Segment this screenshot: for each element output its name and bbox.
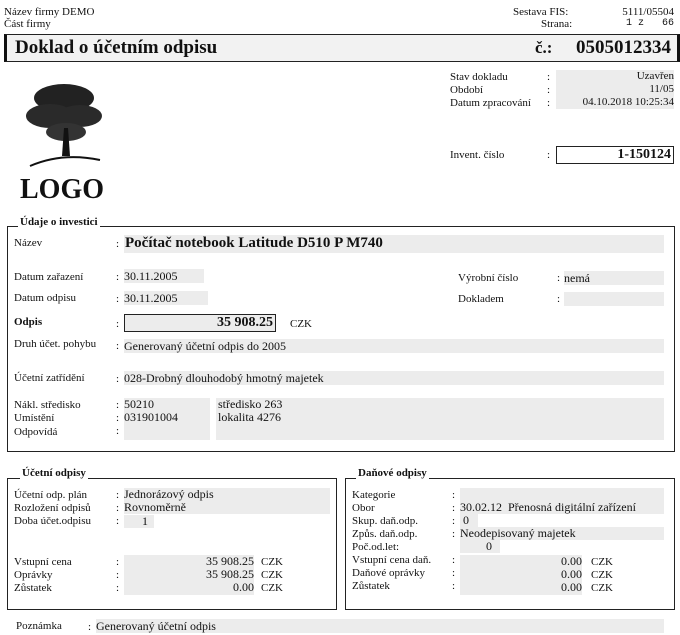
residual-value: 0.00 xyxy=(233,580,254,594)
tax-input-price-label: Vstupní cena daň. xyxy=(352,554,432,566)
location-label: Umístění xyxy=(14,412,55,424)
report-value: 5111/05504 xyxy=(622,6,674,18)
processed-value: 04.10.2018 10:25:34 xyxy=(556,96,674,109)
currency: CZK xyxy=(261,569,283,581)
investment-name: Počítač notebook Latitude D510 P M740 xyxy=(125,235,383,251)
distribution-value: Rovnoměrně xyxy=(124,500,186,514)
responsible-label: Odpovídá xyxy=(14,426,58,438)
movement-label: Druh účet. pohybu xyxy=(14,338,97,350)
classification-value: 028-Drobný dlouhodobý hmotný majetek xyxy=(124,371,664,385)
note-value: Generovaný účetní odpis xyxy=(96,619,664,633)
title-bar xyxy=(4,34,680,62)
tax-section-title: Daňové odpisy xyxy=(358,467,427,479)
colon: : xyxy=(547,149,551,161)
method-label: Způs. daň.odp. xyxy=(352,528,418,540)
colon: : xyxy=(547,97,551,109)
cost-center-code: 50210 xyxy=(124,397,154,411)
field-code: 30.02.12 xyxy=(460,500,502,514)
name-label: Název xyxy=(14,237,43,249)
name-field xyxy=(124,235,664,253)
field-label: Obor xyxy=(352,502,375,514)
plan-label: Účetní odp. plán xyxy=(14,489,88,501)
colon: : xyxy=(547,84,551,96)
residual-label: Zůstatek xyxy=(14,582,52,594)
inventory-value: 1-150124 xyxy=(556,146,674,164)
category-label: Kategorie xyxy=(352,489,396,501)
date-in-label: Datum zařazení xyxy=(14,271,84,283)
receipt-value xyxy=(564,292,664,306)
depreciation-currency: CZK xyxy=(290,318,312,330)
field-name: Přenosná digitální zařízení xyxy=(508,500,636,514)
colon: : xyxy=(116,318,120,330)
logo-text: LOGO xyxy=(20,174,105,205)
classification-label: Účetní zatřídění xyxy=(14,372,85,384)
colons: : : : xyxy=(116,489,120,527)
adjustments-value: 35 908.25 xyxy=(206,567,254,581)
codes-field xyxy=(124,398,210,440)
currency: CZK xyxy=(591,569,613,581)
page-title: Doklad o účetním odpisu xyxy=(15,37,218,58)
doc-number-label: č.: xyxy=(535,38,553,57)
period-value: 11/05 xyxy=(556,83,674,96)
tax-input-price-value: 0.00 xyxy=(561,554,582,568)
colons: : : : xyxy=(116,556,120,594)
inventory-label: Invent. číslo xyxy=(450,149,505,161)
currency: CZK xyxy=(261,582,283,594)
accounting-section-title: Účetní odpisy xyxy=(22,467,86,479)
accounting-plan-field xyxy=(124,488,330,514)
currency: CZK xyxy=(591,556,613,568)
serial-value: nemá xyxy=(564,271,664,285)
location-code: 031901004 xyxy=(124,410,178,424)
status-label: Stav dokladu xyxy=(450,71,508,83)
method-value: Neodepisovaný majetek xyxy=(460,527,664,540)
colon: : xyxy=(116,373,120,385)
accounting-values xyxy=(124,555,254,595)
date-dep-label: Datum odpisu xyxy=(14,292,77,304)
colon: : xyxy=(88,621,92,633)
input-price-value: 35 908.25 xyxy=(206,554,254,568)
accounting-period-value: 1 xyxy=(124,515,154,528)
accounting-value-labels xyxy=(14,556,72,595)
currency: CZK xyxy=(591,582,613,594)
location-name: lokalita 4276 xyxy=(218,410,281,424)
colons: : : : : : : : xyxy=(452,489,456,592)
tax-currencies xyxy=(591,556,613,595)
logo-tree-icon xyxy=(22,76,112,172)
years-label: Poč.od.let: xyxy=(352,541,400,553)
status-value: Uzavřen xyxy=(556,70,674,83)
colon: : xyxy=(116,238,120,250)
colon: : xyxy=(116,293,120,305)
company-part: Část firmy xyxy=(4,18,51,30)
tax-residual-label: Zůstatek xyxy=(352,580,390,592)
doc-number: 0505012334 xyxy=(576,37,671,58)
tax-adjustments-label: Daňové oprávky xyxy=(352,567,426,579)
depreciation-label: Odpis xyxy=(14,316,43,328)
report-label: Sestava FIS: xyxy=(513,6,569,18)
investment-section-title: Údaje o investici xyxy=(20,216,98,228)
currency: CZK xyxy=(261,556,283,568)
note-label: Poznámka xyxy=(16,620,62,632)
adjustments-label: Oprávky xyxy=(14,569,53,581)
accounting-currencies xyxy=(261,556,283,595)
tax-labels xyxy=(352,489,431,593)
input-price-label: Vstupní cena xyxy=(14,556,72,568)
date-in-value: 30.11.2005 xyxy=(124,269,204,283)
date-dep-value: 30.11.2005 xyxy=(124,291,208,305)
colons: : : : xyxy=(116,399,120,437)
group-value: 0 xyxy=(460,514,478,527)
company-name: Název firmy DEMO xyxy=(4,6,95,18)
colon: : xyxy=(116,340,120,352)
names-field xyxy=(216,398,664,440)
tax-field xyxy=(460,501,664,514)
tax-adjustments-value: 0.00 xyxy=(561,567,582,581)
tax-residual-value: 0.00 xyxy=(561,580,582,594)
page-value: 1 z 66 xyxy=(625,18,674,29)
cost-center-name: středisko 263 xyxy=(218,397,283,411)
group-label: Skup. daň.odp. xyxy=(352,515,418,527)
colon: : xyxy=(557,293,561,305)
colon: : xyxy=(557,272,561,284)
colon: : xyxy=(547,71,551,83)
years-value: 0 xyxy=(460,540,500,553)
depreciation-value: 35 908.25 xyxy=(124,314,276,332)
processed-label: Datum zpracování xyxy=(450,97,531,109)
receipt-label: Dokladem xyxy=(458,293,504,305)
serial-label: Výrobní číslo xyxy=(458,272,519,284)
colon: : xyxy=(116,271,120,283)
accounting-labels xyxy=(14,489,91,528)
accounting-period-label: Doba účet.odpisu xyxy=(14,515,91,527)
distribution-label: Rozložení odpisů xyxy=(14,502,91,514)
movement-value: Generovaný účetní odpis do 2005 xyxy=(124,339,664,353)
plan-value: Jednorázový odpis xyxy=(124,487,214,501)
period-label: Období xyxy=(450,84,483,96)
page-label: Strana: xyxy=(541,18,573,30)
tax-values xyxy=(460,555,582,595)
cost-center-label: Nákl. středisko xyxy=(14,399,81,411)
